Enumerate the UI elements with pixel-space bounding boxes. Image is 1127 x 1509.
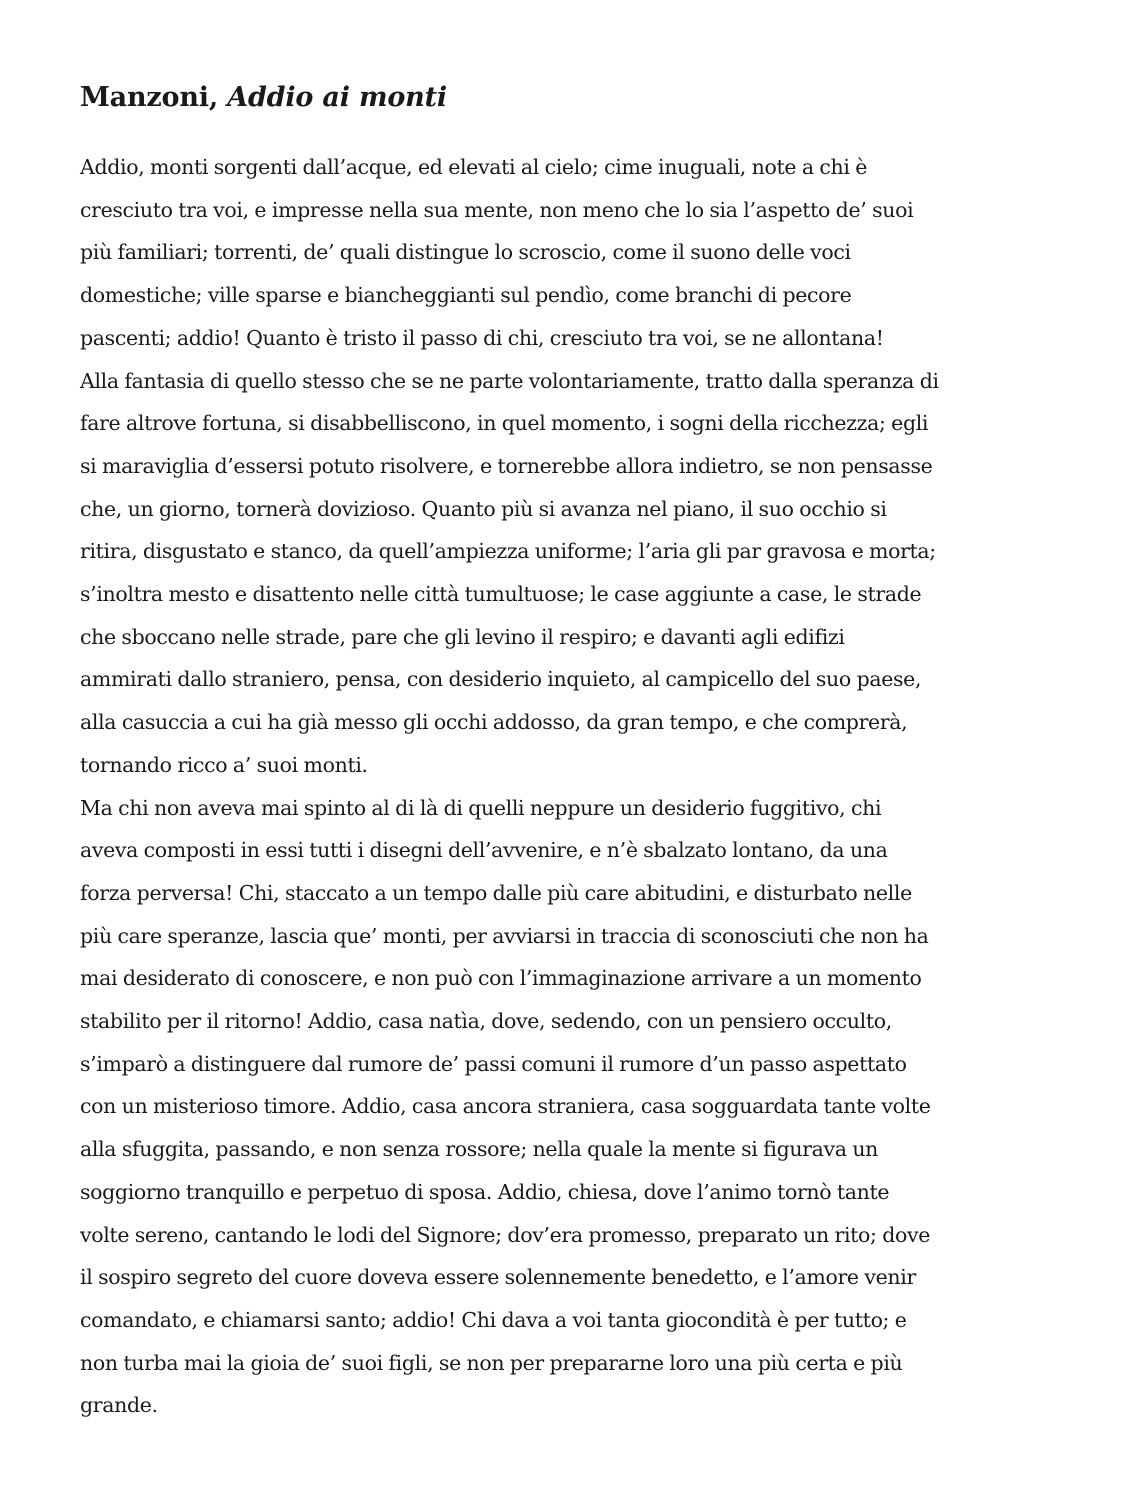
text-line: volte sereno, cantando le lodi del Signore; dov’era promesso, preparato un rito; dove [80,1222,931,1247]
text-line: soggiorno tranquillo e perpetuo di sposa. Addio, chiesa, dove l’animo tornò tante [80,1179,890,1204]
text-line: forza perversa! Chi, staccato a un tempo dalle più care abitudini, e disturbato nelle [80,880,912,905]
text-line: ammirati dallo straniero, pensa, con desiderio inquieto, al campicello del suo paese, [80,667,922,692]
text-line: più care speranze, lascia que’ monti, per avviarsi in traccia di sconosciuti che non ha [80,923,929,948]
text-line: Ma chi non aveva mai spinto al di là di quelli neppure un desiderio fuggitivo, chi [80,795,882,820]
text-line: che sboccano nelle strade, pare che gli levino il respiro; e davanti agli edifizi [80,624,845,649]
text-line: aveva composti in essi tutti i disegni dell’avvenire, e n’è sbalzato lontano, da una [80,838,888,863]
document-title [80,78,1045,118]
text-line: grande. [80,1393,158,1418]
text-line: Alla fantasia di quello stesso che se ne parte volontariamente, tratto dalla speranza di [80,368,939,393]
text-line: che, un giorno, tornerà dovizioso. Quanto più si avanza nel piano, il suo occhio si [80,496,887,521]
text-line: cresciuto tra voi, e impresse nella sua mente, non meno che lo sia l’aspetto de’ suoi [80,197,914,222]
text-line: s’imparò a distinguere dal rumore de’ passi comuni il rumore d’un passo aspettato [80,1051,907,1076]
text-line: alla casuccia a cui ha già messo gli occhi addosso, da gran tempo, e che comprerà, [80,710,908,735]
text-line: più familiari; torrenti, de’ quali distingue lo scroscio, come il suono delle voci [80,240,851,265]
paragraph [80,787,1045,1428]
paragraph [80,360,1045,787]
paragraph [80,146,1045,360]
text-line: Addio, monti sorgenti dall’acque, ed elevati al cielo; cime inuguali, note a chi è [80,155,868,179]
text-line: con un misterioso timore. Addio, casa ancora straniera, casa sogguardata tante volte [80,1094,931,1119]
text-line: comandato, e chiamarsi santo; addio! Chi dava a voi tanta giocondità è per tutto; e [80,1307,907,1332]
text-line: alla sfuggita, passando, e non senza rossore; nella quale la mente si figurava un [80,1137,879,1162]
text-line: mai desiderato di conoscere, e non può con l’immaginazione arrivare a un momento [80,966,922,991]
text-line: non turba mai la gioia de’ suoi figli, se non per prepararne loro una più certa e più [80,1350,903,1375]
text-line: tornando ricco a’ suoi monti. [80,752,368,777]
text-line: domestiche; ville sparse e biancheggianti sul pendìo, come branchi di pecore [80,283,852,308]
text-line: s’inoltra mesto e disattento nelle città tumultuose; le case aggiunte a case, le strade [80,582,922,607]
document-body [80,146,1045,1427]
text-line: stabilito per il ritorno! Addio, casa natìa, dove, sedendo, con un pensiero occulto, [80,1009,892,1034]
text-line: il sospiro segreto del cuore doveva essere solennemente benedetto, e l’amore venir [80,1265,916,1290]
text-line: si maraviglia d’essersi potuto risolvere, e tornerebbe allora indietro, se non pensasse [80,453,933,478]
text-line: fare altrove fortuna, si disabbelliscono, in quel momento, i sogni della ricchezza; egli [80,411,929,436]
text-line: ritira, disgustato e stanco, da quell’ampiezza uniforme; l’aria gli par gravosa e morta; [80,539,936,564]
title-author: Manzoni, [80,82,219,113]
title-work: Addio ai monti [227,82,447,113]
text-line: pascenti; addio! Quanto è tristo il passo di chi, cresciuto tra voi, se ne allontana! [80,325,884,350]
document-page [80,78,1045,1427]
